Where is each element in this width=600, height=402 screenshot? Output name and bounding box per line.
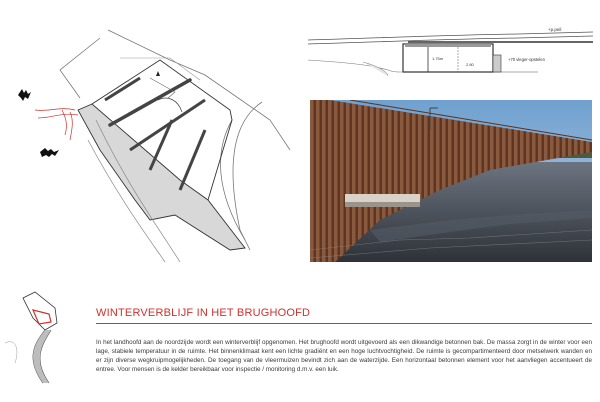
- page-title: WINTERVERBLIJF IN HET BRUGHOOFD: [96, 307, 311, 319]
- bridge-photo: [310, 100, 592, 262]
- dimension-label-2: 2.80: [466, 62, 474, 67]
- title-divider: [96, 323, 592, 324]
- dimension-label: 1.75m: [432, 56, 444, 61]
- note-label: +70 vleger-opstelen: [508, 57, 545, 62]
- cross-section-drawing: [308, 20, 593, 85]
- description-text: In het landhoofd aan de noordzijde wordt een winterverblijf opgenomen. Het brughoofd wordt uitgevoerd als een dikwandige betonnen bak. De massa zorgt in de winter voor een lage, stabiele temperatuur in de ruimte. Het binnenklimaat kent een lichte gradiënt en een hoge luchtvochtigheid. De ruimte is gecompartimenteerd door metselwerk wanden en er zijn diverse wegkruipmogelijkheden. De toegang van de vleermuizen bevindt zich aan de waterzijde. Een horizontaal betonnen element voor het aanvliegen accentueert de entree. Voor mensen is de kelder bereikbaar voor inspectie / monitoring d.m.v. een luik.: [96, 339, 592, 373]
- bat-icon: [18, 89, 31, 101]
- locator-map: [5, 288, 65, 388]
- floor-plan-drawing: [0, 0, 300, 270]
- bat-icon: [40, 148, 59, 157]
- level-label: +p.peil: [548, 27, 562, 32]
